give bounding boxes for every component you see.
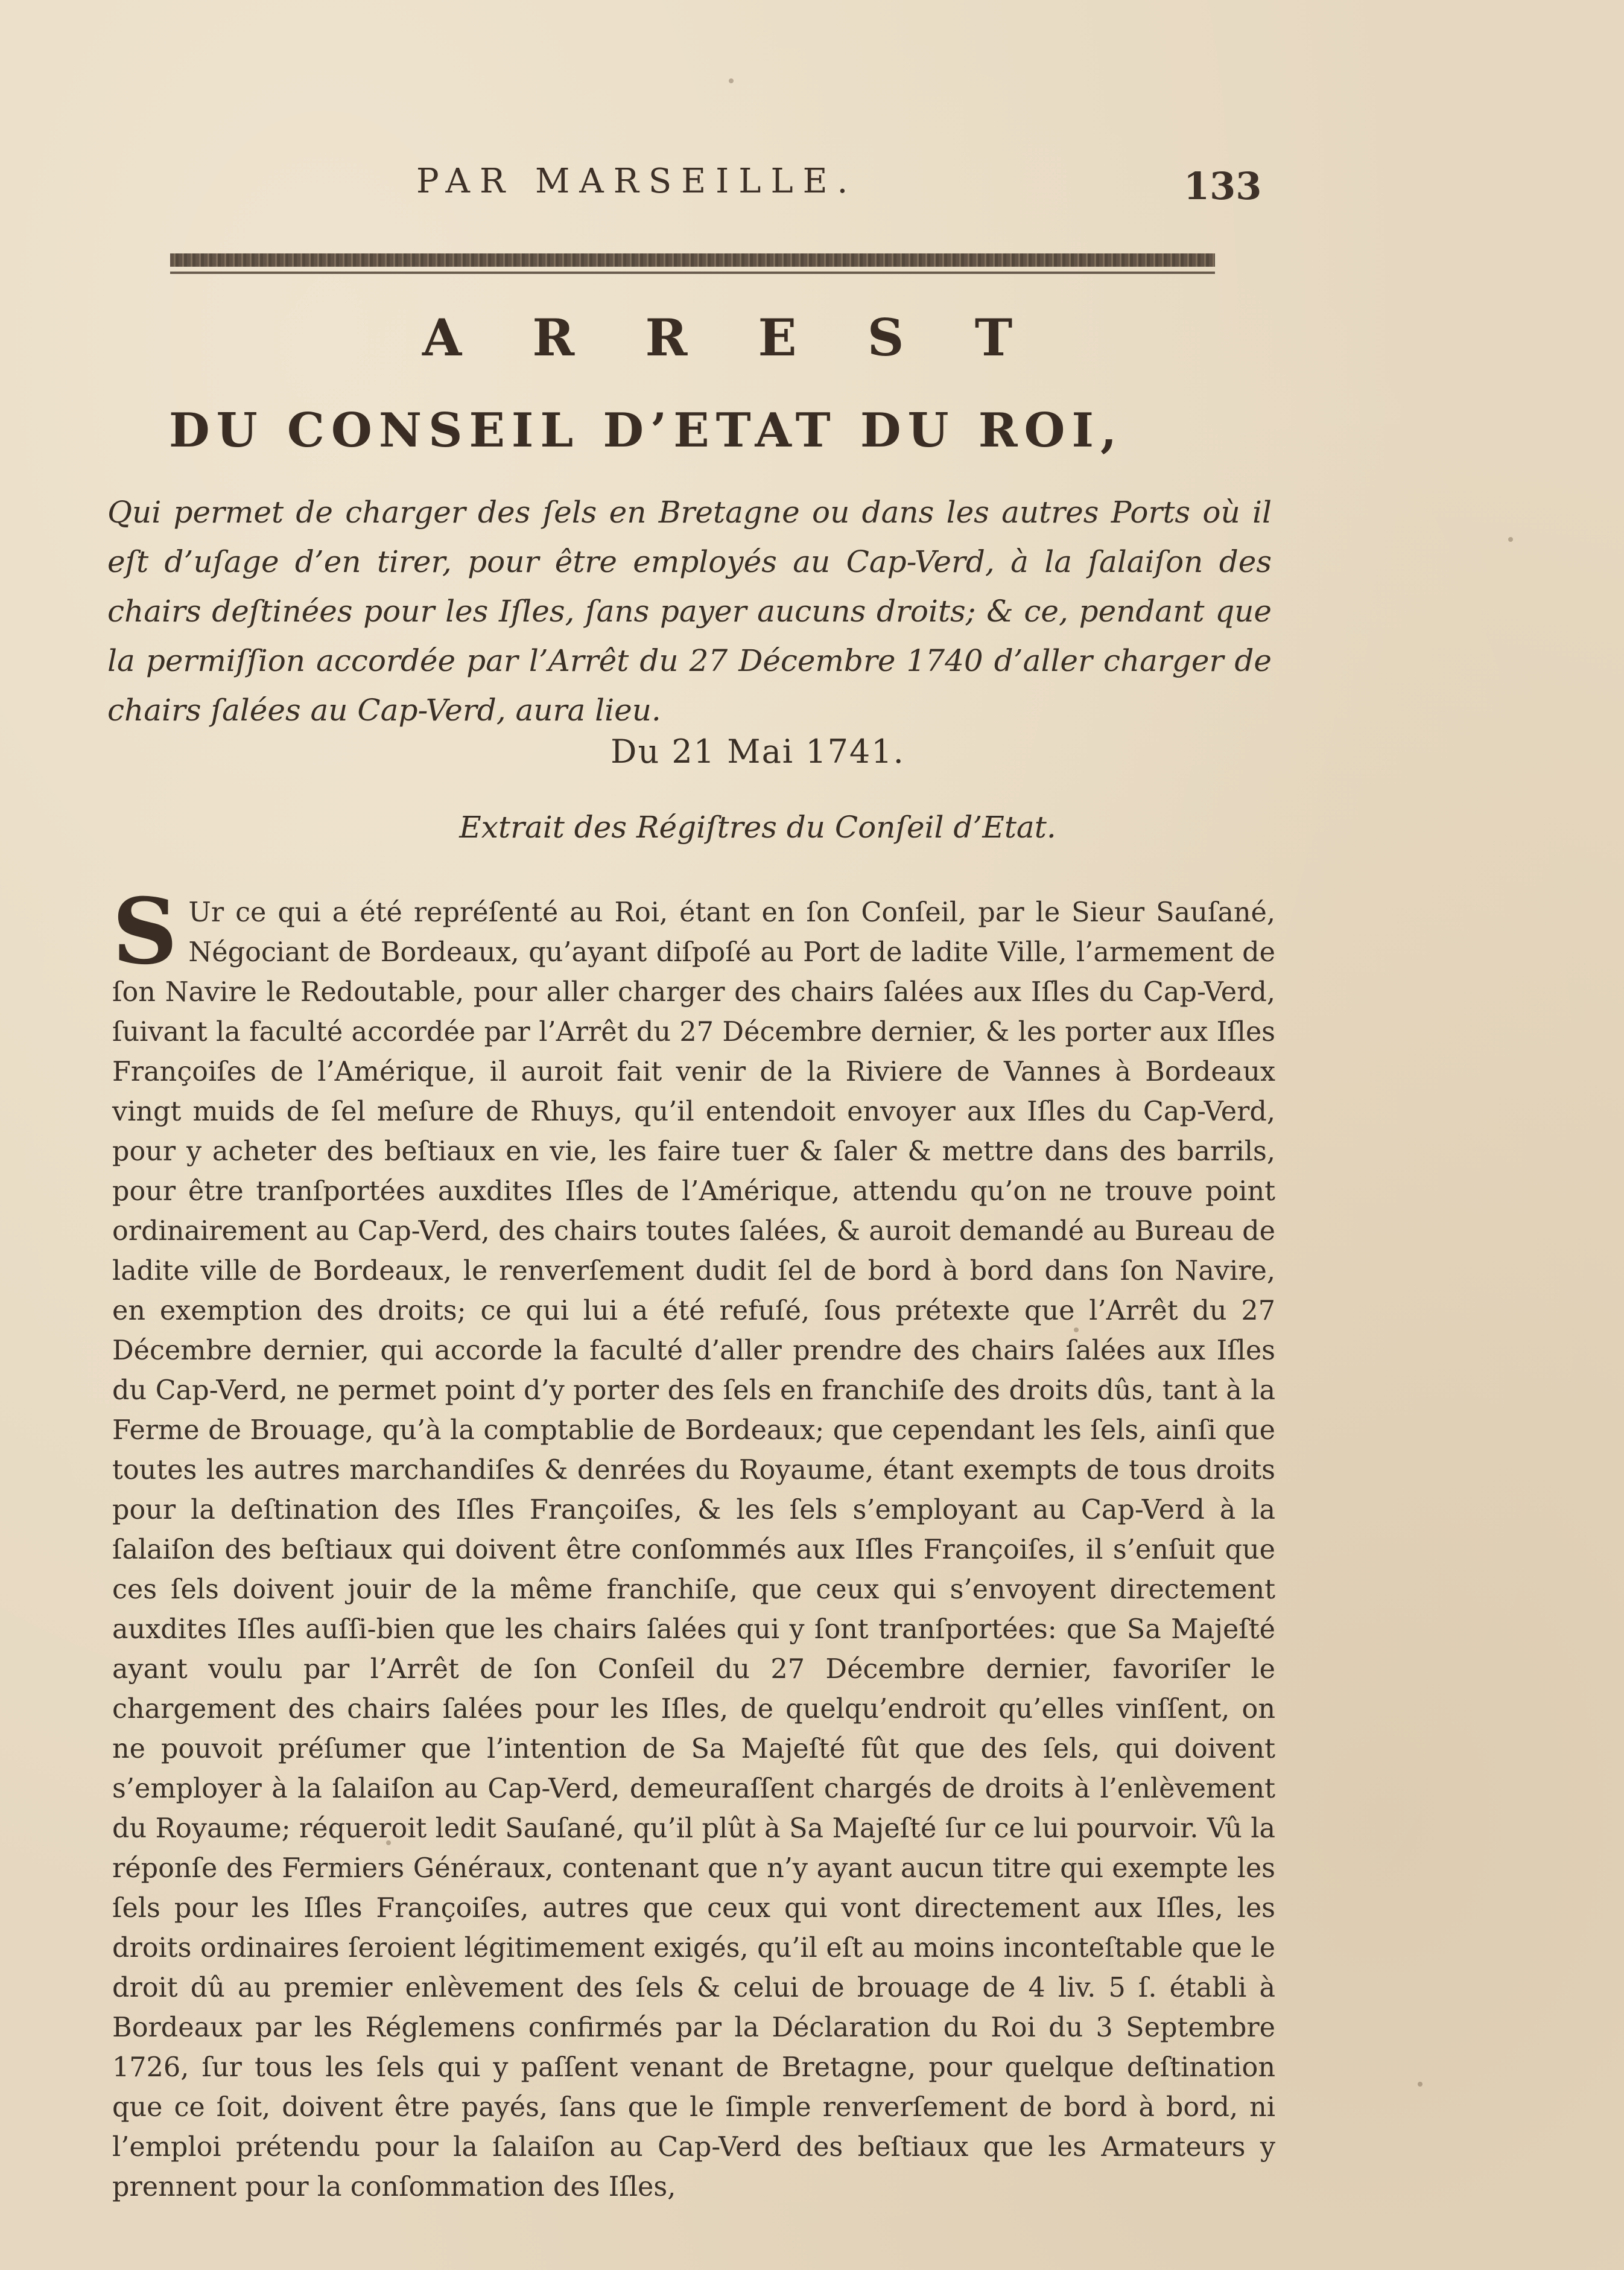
decree-summary: Qui permet de charger des ſels en Bretagne ou dans les autres Ports où il eſt d’uſage d’en tirer, pour être employés au Cap-Verd, à la ſalaiſon des chairs deſtinées pour les Iſles, ſans payer aucuns droits; & ce, pendant que la permiſſion accordée par l’Arrêt du 27 Décembre 1740 d’aller charger de chairs ſalées au Cap-Verd, aura lieu. [107,495,1272,728]
paper-speck [1508,537,1513,542]
ornamental-rule [170,253,1215,267]
body-text: Ur ce qui a été repréſenté au Roi, étant en ſon Conſeil, par le Sieur Sauſané, Négociant de Bordeaux, qu’ayant diſpoſé au Port de ladite Ville, l’armement de ſon Navire le Redoutable, pour aller charger des chairs ſalées aux Iſles du Cap-Verd, ſuivant la faculté accordée par l’Arrêt du 27 Décembre dernier, & les porter aux Iſles Françoiſes de l’Amérique, il auroit fait venir de la Riviere de Vannes à Bordeaux vingt muids de ſel meſure de Rhuys, qu’il entendoit envoyer aux Iſles du Cap-Verd, pour y acheter des beſtiaux en vie, les faire tuer & ſaler & mettre dans des barrils, pour être tranſportées auxdites Iſles de l’Amérique, attendu qu’on ne trouve point ordinairement au Cap-Verd, des chairs toutes ſalées, & auroit demandé au Bureau de ladite ville de Bordeaux, le renverſement dudit ſel de bord à bord dans ſon Navire, en exemption des droits; ce qui lui a été refuſé, ſous prétexte que l’Arrêt du 27 Décembre dernier, qui accorde la faculté d’aller prendre des chairs ſalées aux Iſles du Cap-Verd, ne permet point d’y porter des ſels en franchiſe des droits dûs, tant à la Ferme de Brouage, qu’à la comptablie de Bordeaux; que cependant les ſels, ainſi que toutes les autres marchandiſes & denrées du Royaume, étant exempts de tous droits pour la deſtination des Iſles Françoiſes, & les ſels s’employant au Cap-Verd à la ſalaiſon des beſtiaux qui doivent être conſommés aux Iſles Françoiſes, il s’enſuit que ces ſels doivent jouir de la même franchiſe, que ceux qui s’envoyent directement auxdites Iſles auſſi-bien que les chairs ſalées qui y ſont tranſportées: que Sa Majeſté ayant voulu par l’Arrêt de ſon Conſeil du 27 Décembre dernier, favoriſer le chargement des chairs ſalées pour les Iſles, de quelqu’endroit qu’elles vinſſent, on ne pouvoit préſumer que l’intention de Sa Majeſté fût que des ſels, qui doivent s’employer à la ſalaiſon au Cap-Verd, demeuraſſent chargés de droits à l’enlèvement du Royaume; réqueroit ledit Sauſané, qu’il plût à Sa Majeſté ſur ce lui pourvoir. Vû la réponſe des Fermiers Généraux, contenant que n’y ayant aucun titre qui exempte les ſels pour les Iſles Françoiſes, autres que ceux qui vont directement aux Iſles, les droits ordinaires ſeroient légitimement exigés, qu’il eſt au moins inconteſtable que le droit dû au premier enlèvement des ſels & celui de brouage de 4 liv. 5 ſ. établi à Bordeaux par les Réglemens confirmés par la Déclaration du Roi du 3 Septembre 1726, ſur tous les ſels qui y paſſent venant de Bretagne, pour quelque deſtination que ce ſoit, doivent être payés, ſans que le ſimple renverſement de bord à bord, ni l’emploi prétendu pour la ſalaiſon au Cap-Verd des beſtiaux que les Armateurs y prennent pour la conſommation des Iſles, [112,897,1275,2202]
paper-speck [729,78,734,83]
decree-date: Du 21 Mai 1741. [611,733,905,771]
page-number: 133 [1184,164,1262,208]
extract-heading: Extrait des Régiſtres du Conſeil d’Etat. [459,810,1056,845]
running-title: PAR MARSEILLE. [416,162,858,201]
paper-speck [1418,2082,1423,2087]
paper-speck [386,1840,391,1845]
drop-cap: S [112,879,178,985]
title-conseil: DU CONSEIL D’ETAT DU ROI, [169,403,1124,458]
title-arrest: A R R E S T [422,308,1039,367]
paper-speck [1074,1327,1079,1332]
rule-line [170,272,1215,274]
body-paragraph [112,879,1275,2207]
